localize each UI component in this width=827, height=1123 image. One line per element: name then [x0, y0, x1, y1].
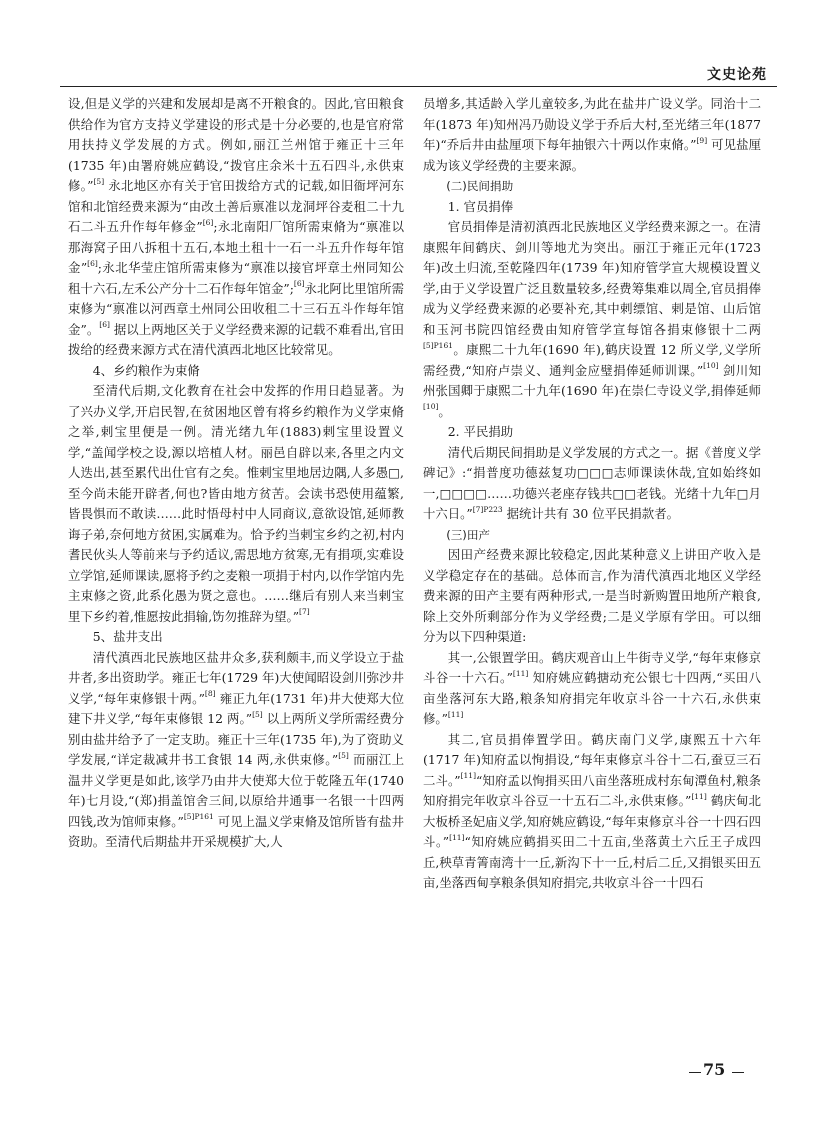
text-run: 。康熙二十九年(1690 年),鹤庆设置 12 所义学,义学所需经费,“知府卢崇义、通判金应璧捐俸延师训课。” [423, 342, 761, 378]
body-paragraph [423, 217, 761, 422]
text-run: 据统计共有 30 位平民捐款者。 [502, 506, 679, 521]
text-run: 。 [438, 403, 451, 419]
body-paragraph [68, 648, 404, 853]
body-paragraph [68, 94, 404, 361]
section-heading [423, 525, 761, 546]
text-run: 因田产经费来源比较稳定,因此某种意义上讲田产收入是义学稳定存在的基础。总体而言,作为清代滇西北地区义学经费来源的田产主要有两种形式,一是当时新购置田地所产粮食,除上交外所剩部分作为义学经费;二是义学原有学田。可以细分为以下四种渠道: [423, 547, 761, 644]
text-run: “知府姚应鹤捐买田二十五亩,坐落黄土六丘王子成四丘,秧草青箐南湾十一丘,新沟下十一丘,村后二丘,又捐银买田五亩,坐落西甸享粮条俱知府捐完,共收京斗谷一十四石 [423, 834, 761, 890]
body-paragraph [423, 648, 761, 730]
citation-ref: [5] [93, 176, 105, 186]
text-run: 雍正九年(1731 年)井大使郑大位建下井义学,“每年束修银 12 两。” [68, 690, 404, 726]
section-heading [68, 627, 404, 648]
text-run: 官员捐俸是清初滇西北民族地区义学经费来源之一。在清康熙年间鹤庆、剑川等地尤为突出。丽江于雍正元年(1723 年)改土归流,至乾隆四年(1739 年)知府管学宣大规模设置义学,由于义学设置广泛且数量较多,经费筹集难以周全,官员捐俸成为义学经费来源的必要补充,其中剌缥馆、剌是馆、山后馆和玉河书院四馆经费由知府管学宣每馆各捐束修银十二两 [423, 219, 761, 337]
text-run: 设,但是义学的兴建和发展却是离不开粮食的。因此,官田粮食供给作为官方支持义学建设的形式是十分必要的,也是官府常用扶持义学发展的方式。例如,丽江兰州馆于雍正十三年(1735 年)由署府姚应鹤设,“拨官庄余米十五石四斗,永供束修。” [68, 96, 404, 193]
text-run: “知府孟以恂捐买田八亩坐落班成村东甸潭鱼村,粮条知府捐完年收京斗谷豆一十五石二斗,永供束修。” [423, 772, 761, 808]
section-heading [68, 361, 404, 382]
citation-ref: [7] [299, 607, 310, 617]
text-run: 其一,公银置学田。鹤庆观音山上牛街寺义学,“每年束修京斗谷一十六石。” [423, 649, 761, 685]
text-run: 剑川知州张国卿于康熙二十九年(1690 年)在崇仁寺设义学,捐俸延师 [423, 362, 761, 398]
citation-ref: [11] [460, 771, 476, 781]
text-run: 可见上温义学束脩及馆所皆有盐井资助。至清代后期盐井开采规模扩大,人 [68, 813, 404, 849]
body-paragraph [423, 545, 761, 648]
text-run: (三)田产 [446, 527, 491, 542]
left-text-column [68, 94, 404, 1054]
text-run: 员增多,其适龄入学儿童较多,为此在盐井广设义学。同治十二年(1873 年)知州冯乃勋设义学于乔后大村,至光绪三年(1877 年)“乔后井由盐厘项下每年抽银六十两以作束脩。” [423, 96, 761, 152]
section-heading [423, 176, 761, 197]
body-paragraph [423, 443, 761, 525]
text-run: 至清代后期,文化教育在社会中发挥的作用日趋显著。为了兴办义学,开启民智,在贫困地区曾有将乡约粮作为义学束脩之举,剌宝里便是一例。清光绪九年(1883)剌宝里设置义学,“盖闻学校之设,源以培植人材。丽邑自辟以来,各里之内文人迭出,甚至累代出仕官有之矣。惟剌宝里地居边隅,人多愚□,至今尚未能开辟者,何也?皆由地方贫苦。会读书恐使用蕴繁,皆畏惧而不敢读……此时悟母村中人同商议,意欲设馆,延师教诲子弟,奈何地方贫困,实属难为。恰予约当剌宝乡约之初,村内耆民伙头人等前来与予约适议,需思地方贫寒,无有捐项,实难设立学馆,延师课读,愿将予约之麦粮一项捐于村内,以作学馆内先主束修之资,此系化愚为贤之意也。……继后有别人来当剌宝里下乡约着,惟愿按此捐输,饬勿推辞为望。” [68, 383, 404, 624]
text-run: 2. 平民捐助 [447, 424, 514, 439]
text-run: (二)民间捐助 [446, 179, 514, 193]
citation-ref: [5] [338, 750, 349, 760]
citation-ref: [6] [293, 279, 305, 289]
citation-ref: [11] [691, 791, 707, 801]
citation-ref: [11] [512, 668, 529, 678]
text-run: 其二,官员捐俸置学田。鹤庆南门义学,康熙五十六年(1717 年)知府孟以恂捐设,“每年束修京斗谷十二石,蚕豆三石二斗。” [423, 731, 761, 788]
citation-ref: [9] [696, 135, 708, 145]
page-number-dash-left [689, 1072, 701, 1073]
section-heading [423, 197, 761, 218]
citation-ref: [10] [423, 402, 439, 412]
section-heading [423, 422, 761, 443]
citation-ref: [5] [252, 709, 263, 719]
citation-ref: [11] [449, 832, 465, 842]
body-paragraph [423, 730, 761, 894]
citation-ref: [10] [703, 361, 719, 371]
text-run: 永北地区亦有关于官田拨给方式的记载,如旧衙坪河东馆和北馆经费来源为“由改土善后禀准以龙洞坪谷麦租二十九石二斗五升作每年修金” [68, 178, 404, 234]
page-number: 75 [703, 1060, 726, 1079]
citation-ref: [5]P161 [423, 340, 453, 350]
text-run: 以上两所义学所需经费分别由盐井给予了一定支助。雍正十三年(1735 年),为了资助义学发展,“详定裁减井书工食银 14 两,永供束修。” [68, 711, 404, 767]
text-run: 据以上两地区关于义学经费来源的记载不难看出,官田拨给的经费来源方式在清代滇西北地区比较常见。 [68, 321, 404, 357]
page-number-dash-right [732, 1072, 744, 1073]
right-text-column [423, 94, 761, 1054]
text-run: ;永北南阳厂馆所需束脩为“禀准以那海窝子田八拆租十五石,本地土租十一石一斗五升作每年馆金” [68, 219, 404, 275]
text-run: 清代后期民间捐助是义学发展的方式之一。据《普度义学碑记》:“捐普度功德兹复功□□□志师课读休哉,宜如始终如一,□□□□……功德兴老座存钱共□□老钱。光绪十九年□月十六日。” [423, 444, 761, 521]
body-paragraph [68, 381, 404, 627]
text-run: 而丽江上温井义学更是如此,该学乃由井大使郑大位于乾隆五年(1740 年)七月设,“(郑)捐盖馆舍三间,以原给井通事一名银一十四两四钱,改为馆师束修。” [68, 752, 404, 829]
citation-ref: [7]P223 [472, 504, 503, 514]
citation-ref: [11] [447, 709, 464, 719]
text-run: 5、盐井支出 [92, 629, 163, 644]
citation-ref: [8] [204, 689, 216, 699]
text-run: 4、乡约粮作为束脩 [92, 362, 200, 378]
text-run: ;永北华莹庄馆所需束修为“禀准以接官坪章土州同知公租十六石,左禾公产分十二石作每年馆金”; [68, 260, 404, 296]
body-paragraph [423, 94, 761, 176]
header-rule [60, 86, 777, 87]
text-run: 可见盐厘成为该义学经费的主要来源。 [423, 137, 761, 173]
text-run: 知府姚应鹤搪动充公银七十四两,“买田八亩坐落河东大路,粮条知府捐完年收京斗谷一十六石,永供束修。” [423, 670, 761, 726]
citation-ref: [6] [99, 320, 110, 330]
text-run: 鹤庆甸北大板桥圣妃庙义学,知府姚应鹤设,“每年束修京斗谷一十四石四斗。” [423, 793, 761, 849]
text-run: 1. 官员捐俸 [447, 198, 514, 214]
section-header-title: 文史论苑 [707, 67, 767, 83]
citation-ref: [5]P161 [183, 812, 214, 822]
citation-ref: [6] [87, 258, 98, 268]
text-run: 永北阿比里馆所需束修为“禀准以河西章土州同公田收租二十三石五斗作每年馆金”。 [68, 280, 404, 337]
text-run: 清代滇西北民族地区盐井众多,获利颇丰,而义学设立于盐井者,多出资助学。雍正七年(1729 年)大使闻昭设剑川弥沙井义学,“每年束修银十两。” [68, 649, 404, 706]
citation-ref: [6] [202, 217, 214, 227]
